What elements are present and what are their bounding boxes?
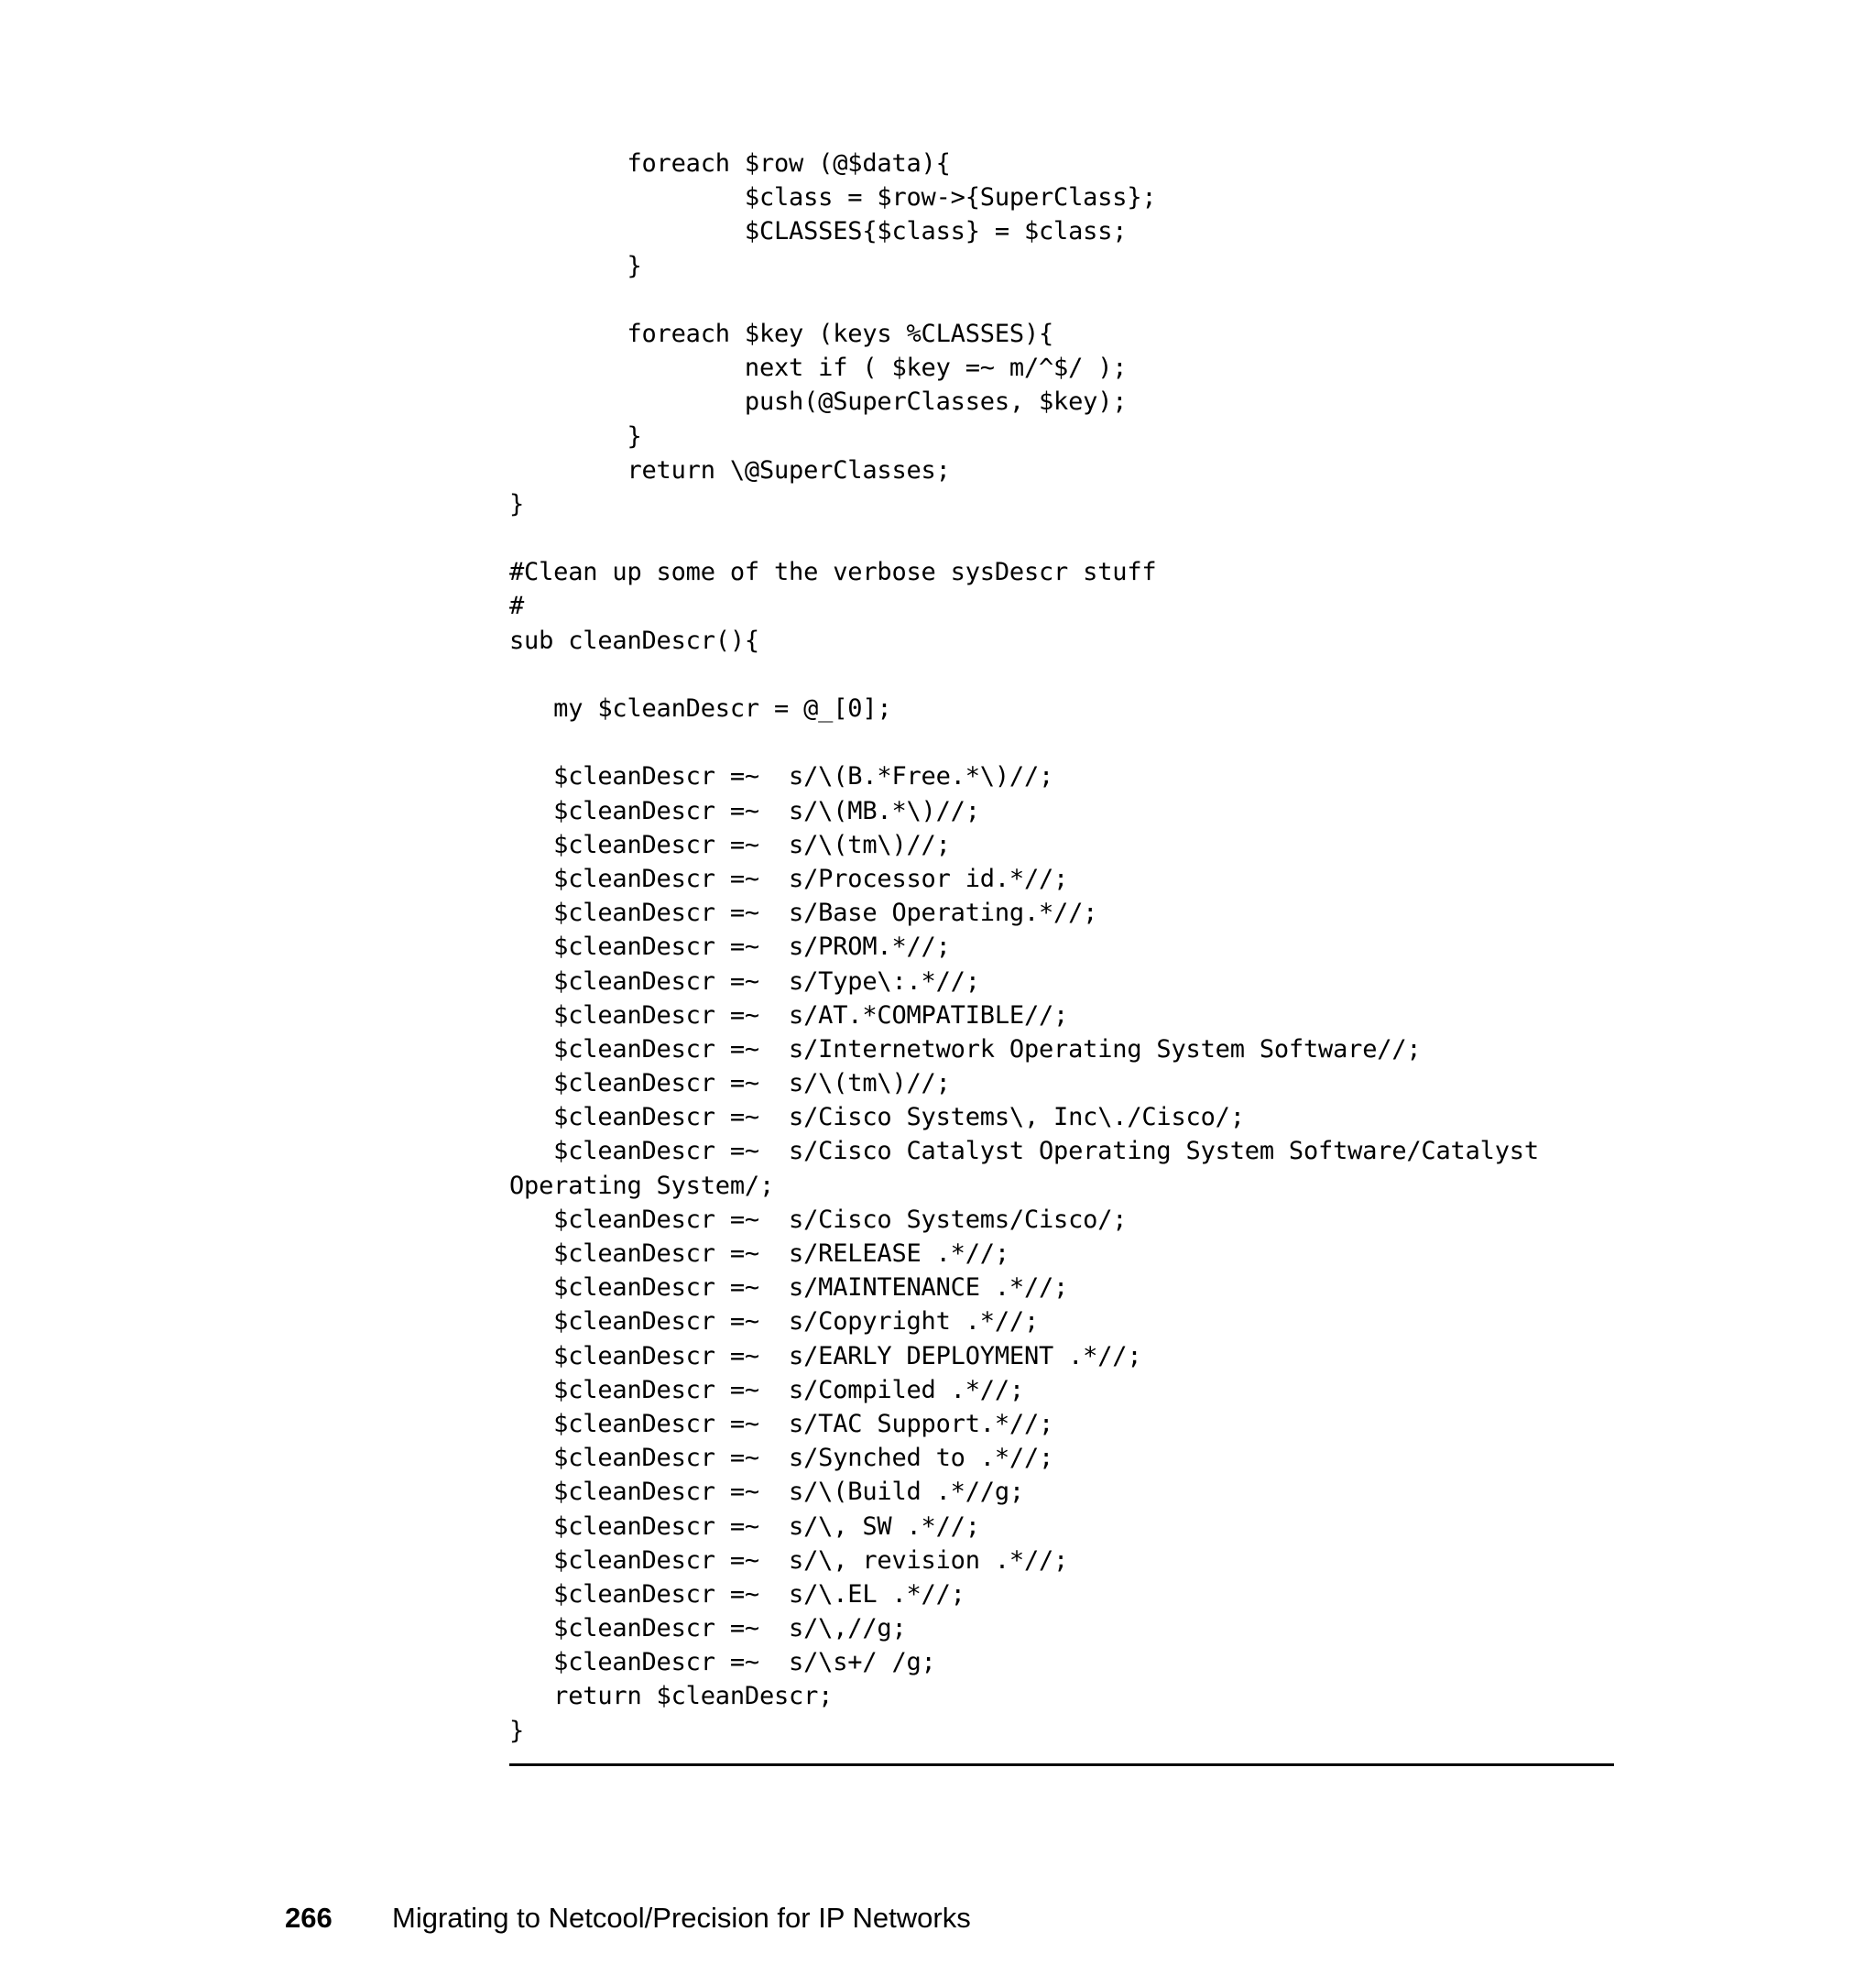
- code-line: $cleanDescr =~ s/Processor id.*//;: [509, 864, 1069, 893]
- code-line: foreach $key (keys %CLASSES){: [509, 319, 1054, 348]
- code-line: next if ( $key =~ m/^$/ );: [509, 354, 1128, 383]
- code-line: [509, 521, 1539, 555]
- code-line: $cleanDescr =~ s/Synched to .*//;: [509, 1444, 1054, 1473]
- code-line: $cleanDescr =~ s/RELEASE .*//;: [509, 1239, 1009, 1268]
- code-line: }: [509, 421, 642, 451]
- code-line: $cleanDescr =~ s/Copyright .*//;: [509, 1307, 1039, 1337]
- code-line: $cleanDescr =~ s/Internetwork Operating System Software//;: [509, 1034, 1422, 1064]
- book-title: Migrating to Netcool/Precision for IP Networks: [392, 1902, 971, 1934]
- code-line: sub cleanDescr(){: [509, 626, 759, 655]
- code-line: $cleanDescr =~ s/EARLY DEPLOYMENT .*//;: [509, 1341, 1142, 1370]
- code-line: foreach $row (@$data){: [509, 149, 951, 178]
- code-line: #Clean up some of the verbose sysDescr stuff: [509, 558, 1157, 587]
- code-line: [509, 283, 1539, 317]
- code-line: $cleanDescr =~ s/TAC Support.*//;: [509, 1409, 1054, 1438]
- code-line: $cleanDescr =~ s/\s+/ /g;: [509, 1648, 936, 1677]
- code-line: }: [509, 489, 525, 518]
- code-line: [509, 658, 1539, 692]
- code-line: $cleanDescr =~ s/\(tm\)//;: [509, 1069, 951, 1098]
- code-line: push(@SuperClasses, $key);: [509, 387, 1128, 417]
- code-line: Operating System/;: [509, 1171, 774, 1200]
- code-line: $cleanDescr =~ s/\(Build .*//g;: [509, 1478, 1024, 1507]
- code-line: $cleanDescr =~ s/\, revision .*//;: [509, 1545, 1069, 1575]
- code-line: $cleanDescr =~ s/Cisco Systems\, Inc\./Cisco/;: [509, 1103, 1245, 1132]
- code-line: $cleanDescr =~ s/Base Operating.*//;: [509, 899, 1098, 928]
- code-line: $cleanDescr =~ s/Cisco Systems/Cisco/;: [509, 1205, 1128, 1234]
- code-line: $cleanDescr =~ s/Cisco Catalyst Operating System Software/Catalyst: [509, 1137, 1539, 1166]
- code-line: #: [509, 592, 525, 621]
- code-line: }: [509, 251, 642, 280]
- code-line: $cleanDescr =~ s/MAINTENANCE .*//;: [509, 1273, 1069, 1303]
- code-line: $cleanDescr =~ s/\(MB.*\)//;: [509, 796, 980, 825]
- code-line: $cleanDescr =~ s/\, SW .*//;: [509, 1511, 980, 1541]
- section-divider: [509, 1763, 1614, 1766]
- page-number: 266: [285, 1902, 333, 1934]
- code-line: }: [509, 1716, 525, 1745]
- code-line: $cleanDescr =~ s/\(B.*Free.*\)//;: [509, 762, 1054, 791]
- code-line: $cleanDescr =~ s/AT.*COMPATIBLE//;: [509, 1000, 1069, 1030]
- code-line: $CLASSES{$class} = $class;: [509, 217, 1128, 246]
- code-line: my $cleanDescr = @_[0];: [509, 694, 892, 723]
- code-line: $cleanDescr =~ s/PROM.*//;: [509, 933, 951, 962]
- code-line: $cleanDescr =~ s/\(tm\)//;: [509, 830, 951, 859]
- code-line: $class = $row->{SuperClass};: [509, 183, 1157, 213]
- code-line: [509, 726, 1539, 759]
- page-footer: [285, 1900, 971, 1937]
- code-line: $cleanDescr =~ s/\,//g;: [509, 1614, 907, 1643]
- code-line: return $cleanDescr;: [509, 1682, 834, 1711]
- code-line: $cleanDescr =~ s/\.EL .*//;: [509, 1579, 965, 1609]
- code-listing: [509, 147, 1539, 1748]
- code-line: $cleanDescr =~ s/Compiled .*//;: [509, 1375, 1024, 1404]
- code-line: $cleanDescr =~ s/Type\:.*//;: [509, 966, 980, 996]
- code-line: return \@SuperClasses;: [509, 455, 951, 485]
